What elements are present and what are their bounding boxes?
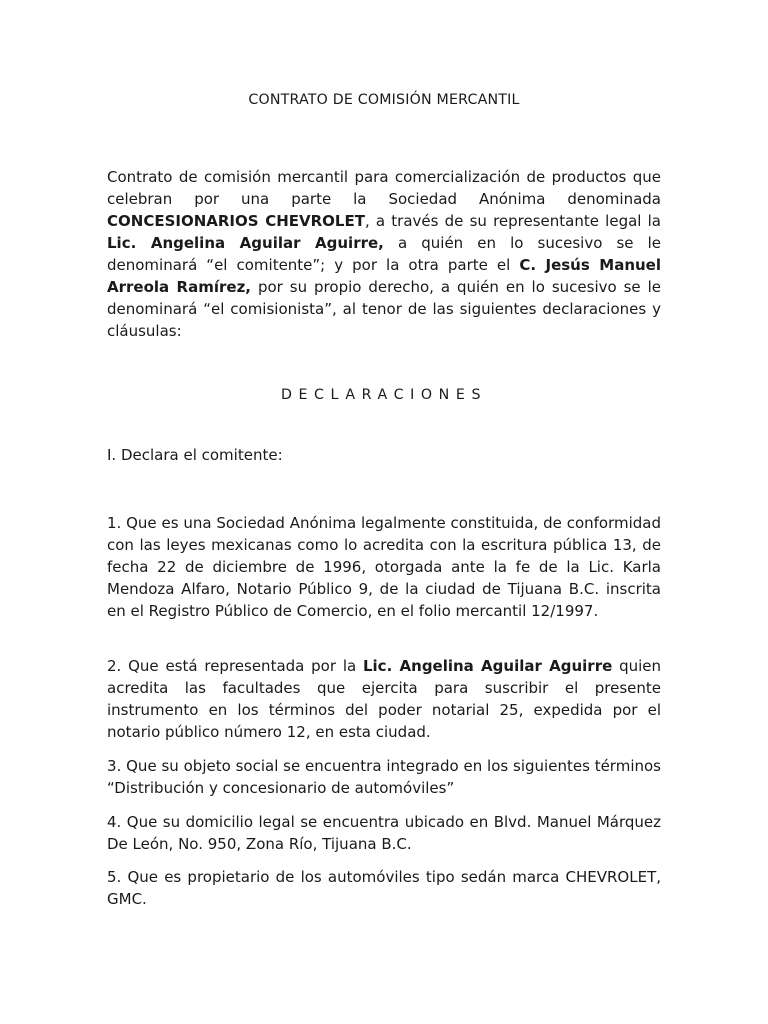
intro-text-3: a quién en lo sucesivo se le denominará “el comitente”; y por la otra parte el [107,234,661,274]
intro-text-4: por su propio derecho, a quién en lo sucesivo se le denominará “el comisionista”, al tenor de las siguientes declaraciones y cláusulas: [107,278,662,340]
intro-text-1: Contrato de comisión mercantil para comercialización de productos que celebran por una parte la Sociedad Anónima denominada [107,168,661,208]
declarations-heading: DECLARACIONES [280,387,488,403]
declaration-4: 4. Que su domicilio legal se encuentra ubicado en Blvd. Manuel Márquez De León, No. 950, Zona Río, Tijuana B.C. [107,813,661,853]
document-title: CONTRATO DE COMISIÓN MERCANTIL [248,92,520,108]
intro-text-2: , a través de su representante legal la [364,212,661,230]
declaration-5: 5. Que es propietario de los automóviles tipo sedán marca CHEVROLET, GMC. [107,868,661,908]
declaration-2 [107,655,661,743]
declaration-2-text-1: 2. Que está representada por la [107,657,363,675]
declaration-3: 3. Que su objeto social se encuentra integrado en los siguientes términos “Distribución y concesionario de automóviles” [107,757,661,797]
declaration-1: 1. Que es una Sociedad Anónima legalmente constituida, de conformidad con las leyes mexicanas como lo acredita con la escritura pública 13, de fecha 22 de diciembre de 1996, otorgada ante la fe de la Lic. Karla Mendoza Alfaro, Notario Público 9, de la ciudad de Tijuana B.C. inscrita en el Registro Público de Comercio, en el folio mercantil 12/1997. [107,514,661,620]
company-name: CONCESIONARIOS CHEVROLET [107,212,365,230]
declaration-2-text-2: quien acredita las facultades que ejercita para suscribir el presente instrumento en los términos del poder notarial 25, expedida por el notario público número 12, en esta ciudad. [107,657,662,741]
intro-paragraph [107,166,661,342]
commission-agent-name: C. Jesús Manuel Arreola Ramírez, [107,256,661,296]
legal-representative-name: Lic. Angelina Aguilar Aguirre, [107,234,384,252]
declaration-2-representative: Lic. Angelina Aguilar Aguirre [362,657,613,675]
section-label: I. Declara el comitente: [107,446,283,464]
